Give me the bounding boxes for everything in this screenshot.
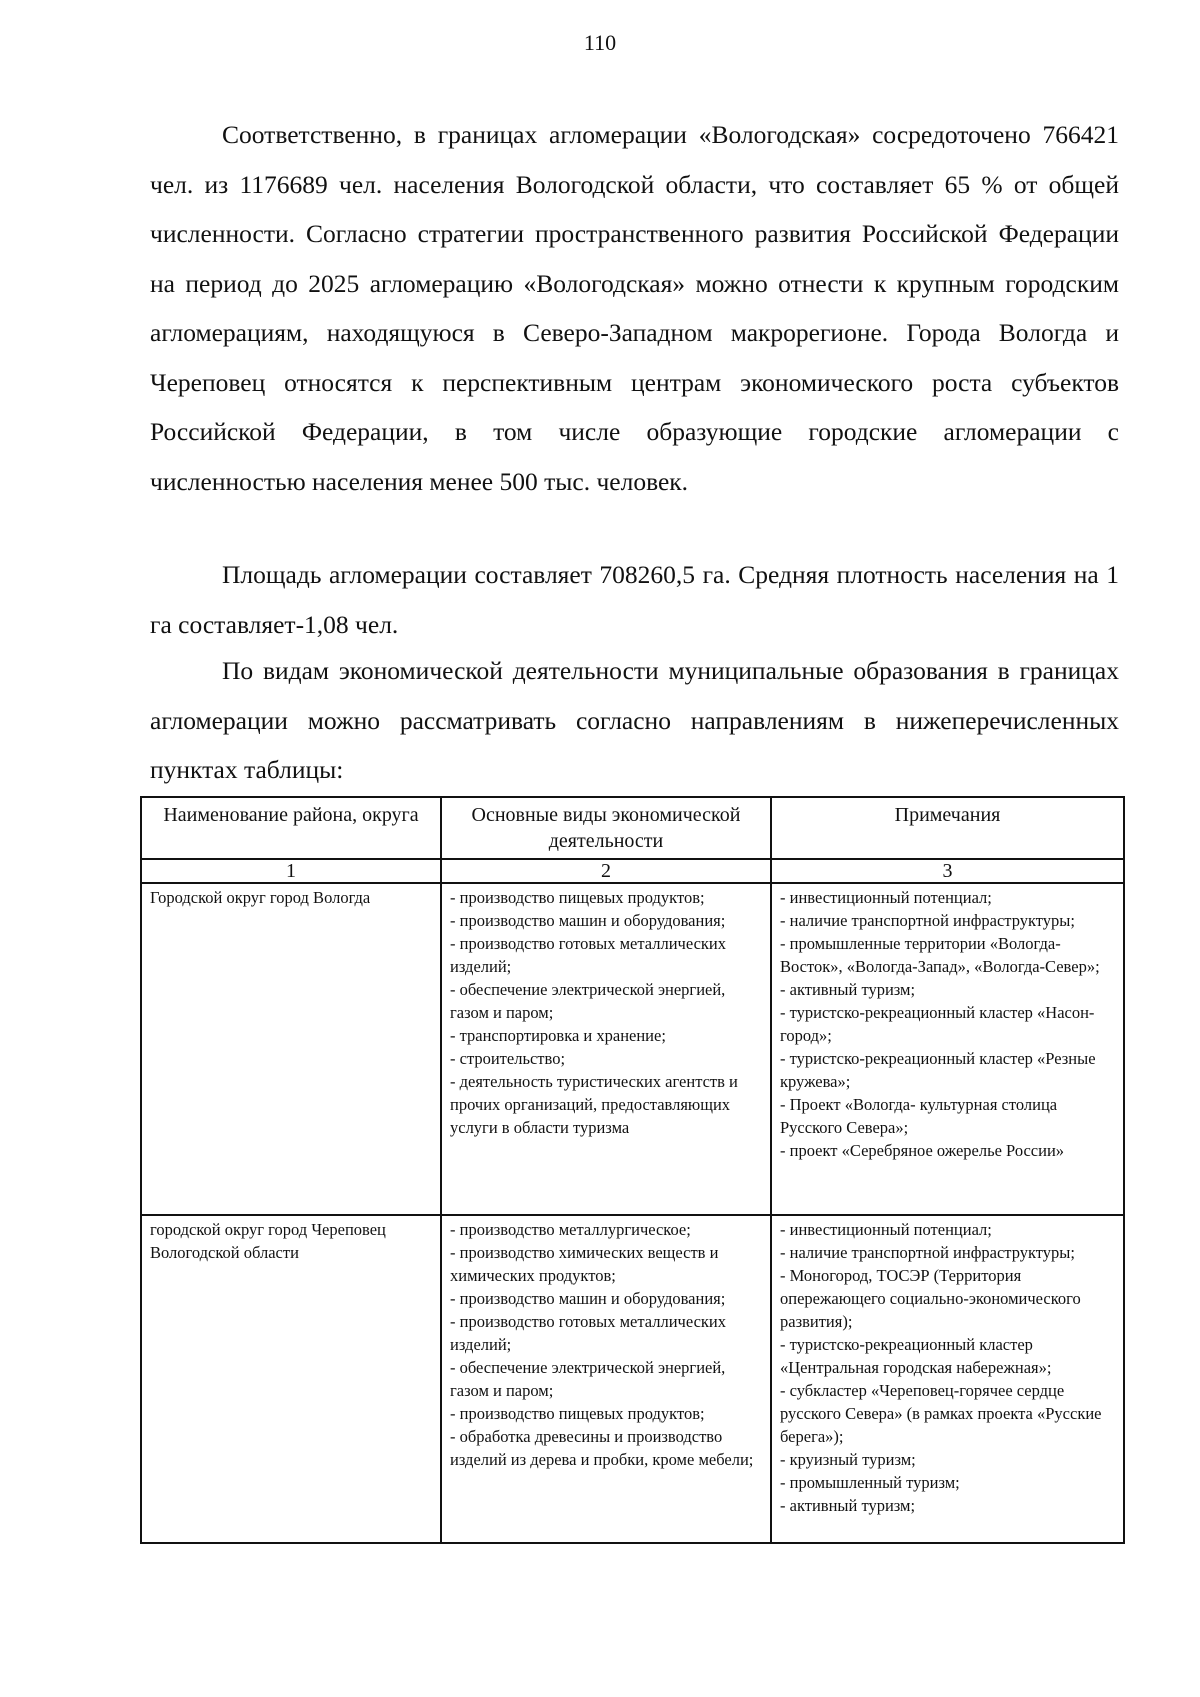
paragraph-area-density: Площадь агломерации составляет 708260,5 га. Средняя плотность населения на 1 га составляет-1,08 чел.	[150, 560, 1119, 639]
table-row	[141, 883, 1124, 1215]
activity-item: - строительство;	[450, 1049, 566, 1068]
activity-item: - производство машин и оборудования;	[450, 911, 726, 930]
note-item: - наличие транспортной инфраструктуры;	[780, 1243, 1075, 1262]
district-name-cell: городской округ город Череповец Вологодской области	[141, 1215, 441, 1543]
column-number: 3	[771, 859, 1124, 883]
note-item: - инвестиционный потенциал;	[780, 1220, 992, 1239]
activity-item: - производство металлургическое;	[450, 1220, 691, 1239]
note-item: - инвестиционный потенциал;	[780, 888, 992, 907]
district-name-cell: Городской округ город Вологда	[141, 883, 441, 1215]
activity-item: - производство пищевых продуктов;	[450, 1404, 705, 1423]
table-column-numbers-row	[141, 859, 1124, 883]
paragraph-agglomeration-population: Соответственно, в границах агломерации «Вологодская» сосредоточено 766421 чел. из 1176689 чел. населения Вологодской области, что составляет 65 % от общей численности. Согласно стратегии пространственного развития Российской Федерации на период до 2025 агломерацию «Вологодская» можно отнести к крупным городским агломерациям, находящуюся в Северо-Западном макрорегионе. Города Вологда и Череповец относятся к перспективным центрам экономического роста субъектов Российской Федерации, в том числе образующие городские агломерации с численностью населения менее 500 тыс. человек.	[150, 120, 1119, 496]
table-row	[141, 1215, 1124, 1543]
activity-item: - производство химических веществ и химических продуктов;	[450, 1243, 719, 1285]
note-item: - активный туризм;	[780, 980, 916, 999]
page-number: 110	[583, 30, 617, 55]
note-item: - туристско-рекреационный кластер «Центральная городская набережная»;	[780, 1335, 1052, 1377]
activity-item: - производство машин и оборудования;	[450, 1289, 726, 1308]
note-item: - наличие транспортной инфраструктуры;	[780, 911, 1075, 930]
activity-item: - производство готовых металлических изделий;	[450, 934, 727, 976]
note-item: - Моногород, ТОСЭР (Территория опережающего социально-экономического развития);	[780, 1266, 1081, 1331]
header-main-activities: Основные виды экономической деятельности	[441, 797, 771, 859]
note-item: - промышленные территории «Вологда-Восток», «Вологда-Запад», «Вологда-Север»;	[780, 934, 1100, 976]
activity-item: - производство пищевых продуктов;	[450, 888, 705, 907]
header-notes: Примечания	[771, 797, 1124, 859]
header-district-name: Наименование района, округа	[141, 797, 441, 859]
table-header-row	[141, 797, 1124, 859]
paragraph-table-intro: По видам экономической деятельности муниципальные образования в границах агломерации можно рассматривать согласно направлениям в нижеперечисленных пунктах таблицы:	[150, 656, 1119, 784]
column-number: 2	[441, 859, 771, 883]
activity-item: - обеспечение электрической энергией, газом и паром;	[450, 1358, 726, 1400]
activity-item: - обеспечение электрической энергией, газом и паром;	[450, 980, 726, 1022]
activities-cell	[441, 1215, 771, 1543]
note-item: - проект «Серебряное ожерелье России»	[780, 1141, 1065, 1160]
column-number: 1	[141, 859, 441, 883]
activity-item: - транспортировка и хранение;	[450, 1026, 666, 1045]
notes-cell	[771, 883, 1124, 1215]
activities-cell	[441, 883, 771, 1215]
activity-item: - обработка древесины и производство изделий из дерева и пробки, кроме мебели;	[450, 1427, 754, 1469]
note-item: - туристско-рекреационный кластер «Резные кружева»;	[780, 1049, 1096, 1091]
note-item: - субкластер «Череповец-горячее сердце русского Севера» (в рамках проекта «Русские берега»);	[780, 1381, 1102, 1446]
note-item: - Проект «Вологда- культурная столица Русского Севера»;	[780, 1095, 1058, 1137]
note-item: - туристско-рекреационный кластер «Насон-город»;	[780, 1003, 1095, 1045]
note-item: - промышленный туризм;	[780, 1473, 960, 1492]
activity-item: - производство готовых металлических изделий;	[450, 1312, 727, 1354]
note-item: - активный туризм;	[780, 1496, 916, 1515]
activity-item: - деятельность туристических агентств и прочих организаций, предоставляющих услуги в области туризма	[450, 1072, 738, 1137]
note-item: - круизный туризм;	[780, 1450, 916, 1469]
notes-cell	[771, 1215, 1124, 1543]
economic-activity-table	[140, 796, 1125, 1544]
